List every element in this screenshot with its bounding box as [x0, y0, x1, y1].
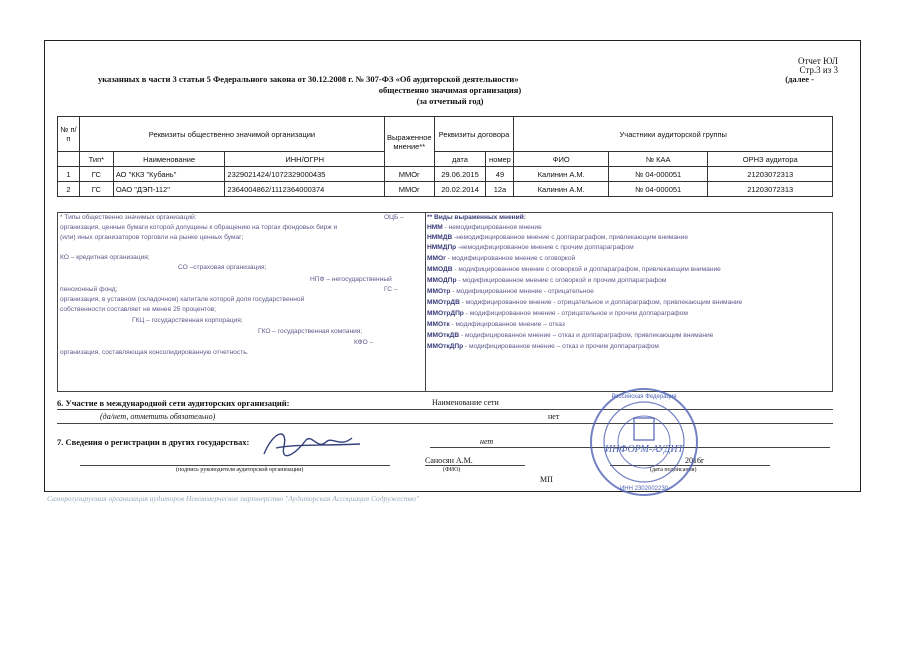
- col-opinion-header: Выраженное мнение**: [384, 117, 434, 167]
- title-line-2: общественно значимая организация): [378, 85, 522, 95]
- opinion-line: ММОДВ - модифицированное мнение с оговоркой и доппараграфом, привлекающим внимание: [427, 266, 721, 273]
- section-6-column: Наименование сети: [432, 398, 499, 407]
- note-line: СО –страховая организация;: [178, 264, 267, 271]
- col-group-header: Участники аудиторской группы: [514, 117, 833, 152]
- opinion-line: НММДПр -немодифицированное мнение с прочим доппараграфом: [427, 244, 634, 251]
- cell-opinion: ММОг: [384, 167, 434, 182]
- footer-sro: Саморегулируемая организация аудиторов Некоммерческое партнерство "Аудиторская Ассоциация Содружество": [47, 494, 420, 503]
- report-header: [798, 57, 838, 75]
- section-7-value: нет: [480, 437, 494, 446]
- caption-date: (дата подписания): [650, 467, 697, 473]
- cell-number: 12а: [486, 182, 514, 197]
- cell-kaa: № 04-000051: [609, 167, 708, 182]
- opinion-line: ММОтрДПр - модифицированное мнение - отрицательное и прочим доппараграфом: [427, 310, 688, 317]
- notes-box: [57, 212, 833, 392]
- cell-fio: Калинин А.М.: [514, 182, 609, 197]
- cell-inn: 2329021424/1072329000435: [225, 167, 385, 182]
- note-line: организация, ценные бумаги которой допущены к обращению на торгах фондовых бирж и: [60, 224, 338, 231]
- col-inn-header: ИНН/ОГРН: [225, 152, 385, 167]
- opinion-line: ММОг - модифицированное мнение с оговоркой: [427, 255, 576, 262]
- col-name-header: Наименование: [113, 152, 225, 167]
- section-6-title: 6. Участие в международной сети аудиторских организаций:: [57, 398, 290, 408]
- col-number-header: номер: [486, 152, 514, 167]
- col-type-header: Тип*: [79, 152, 113, 167]
- cell-number: 49: [486, 167, 514, 182]
- note-line: НПФ – негосударственный: [310, 276, 392, 283]
- col-fio-header: ФИО: [514, 152, 609, 167]
- company-seal-stamp: [588, 386, 700, 498]
- report-label: Отчет ЮЛ: [797, 56, 838, 66]
- opinion-line: ММОтк - модифицированное мнение – отказ: [427, 321, 565, 328]
- cell-opinion: ММОг: [384, 182, 434, 197]
- cell-type: ГС: [79, 167, 113, 182]
- opinion-line: ММОтрДВ - модифицированное мнение - отрицательное и доппараграфом, привлекающим внимание: [427, 299, 743, 306]
- stamp-inn-text: ИНН 2302002230: [619, 486, 669, 492]
- stamp-outer-text: Российская Федерация: [611, 394, 677, 400]
- note-line: организация, составляющая консолидированную отчетность.: [60, 349, 249, 356]
- opinion-line: ММОтр - модифицированное мнение - отрицательное: [427, 288, 594, 295]
- seal-place: МП: [540, 475, 553, 484]
- cell-type: ГС: [79, 182, 113, 197]
- title-line-1b: (далее -: [785, 74, 814, 84]
- note-line: * Типы общественно значимых организаций:: [60, 214, 197, 221]
- opinion-line: ММОткДПр - модифицированное мнение – отказ и прочим доппараграфом: [427, 343, 659, 350]
- opinion-line: ММОткДВ - модифицированное мнение – отказ и доппараграфом, привлекающим внимание: [427, 332, 714, 339]
- note-line: ОЦБ –: [384, 214, 404, 221]
- section-6-hint: (да/нет, отметить обязательно): [100, 412, 216, 421]
- opinion-line: НММДВ -немодифицированное мнение с доппараграфом, привлекающим внимание: [427, 234, 688, 241]
- opinion-line: НММ - немодифицированное мнение: [427, 224, 542, 231]
- divider: [57, 409, 833, 410]
- note-line: (или) иных организаторов торговли на рынке ценных бумаг;: [60, 234, 244, 241]
- col-date-header: дата: [434, 152, 486, 167]
- opinion-types-notes: [427, 213, 832, 391]
- note-line: ГС –: [384, 286, 398, 293]
- note-line: организация, в уставном (складочном) капитале которой доля государственной: [60, 296, 305, 303]
- organizations-table: [57, 116, 833, 197]
- note-line: КО – кредитная организация;: [60, 254, 150, 261]
- note-line: ГКО – государственная компания;: [258, 328, 363, 335]
- note-line: КФО –: [354, 339, 374, 346]
- cell-date: 20.02.2014: [434, 182, 486, 197]
- note-line: ГКЦ – государственная корпорация;: [132, 317, 243, 324]
- signer-name: Саносян А.М.: [425, 456, 473, 465]
- cell-date: 29.06.2015: [434, 167, 486, 182]
- cell-ornz: 21203072313: [708, 182, 833, 197]
- handwritten-signature: [256, 424, 366, 464]
- title-line-1: указанных в части 3 статьи 5 Федерального закона от 30.12.2008 г. № 307-ФЗ «Об аудиторской деятельности»: [98, 74, 519, 84]
- table-row: [58, 167, 833, 182]
- title-line-3: (за отчетный год): [416, 96, 484, 106]
- name-line: [425, 465, 525, 466]
- cell-num: 2: [58, 182, 80, 197]
- section-7-title: 7. Сведения о регистрации в других государствах:: [57, 437, 250, 447]
- col-kaa-header: № КАА: [609, 152, 708, 167]
- cell-inn: 2364004862/1112364000374: [225, 182, 385, 197]
- cell-kaa: № 04-000051: [609, 182, 708, 197]
- caption-signature: (подпись руководителя аудиторской организации): [176, 467, 304, 473]
- opinion-line: ** Виды выраженных мнений:: [427, 214, 526, 221]
- section-6-value: нет: [548, 412, 560, 421]
- note-line: пенсионный фонд;: [60, 286, 118, 293]
- caption-fio: (ФИО): [443, 467, 461, 473]
- opinion-line: ММОДПр - модифицированное мнение с оговоркой и прочим доппараграфом: [427, 277, 667, 284]
- stamp-mid-text: ИНФОРМ-АУДИТ: [604, 444, 684, 455]
- col-contract-header: Реквизиты договора: [434, 117, 514, 152]
- cell-ornz: 21203072313: [708, 167, 833, 182]
- page-label: Стр.3 из 3: [799, 65, 838, 75]
- cell-name: АО "ККЗ "Кубань": [113, 167, 225, 182]
- cell-fio: Калинин А.М.: [514, 167, 609, 182]
- cell-name: ОАО "ДЭП-112": [113, 182, 225, 197]
- note-line: собственности составляет не менее 25 процентов;: [60, 306, 217, 313]
- org-types-notes: [58, 213, 426, 391]
- col-num-header: № п/п: [58, 117, 80, 152]
- signature-line: [80, 465, 390, 466]
- divider: [57, 423, 833, 424]
- col-req-header: Реквизиты общественно значимой организации: [79, 117, 384, 152]
- col-ornz-header: ОРНЗ аудитора: [708, 152, 833, 167]
- cell-num: 1: [58, 167, 80, 182]
- table-row: [58, 182, 833, 197]
- sign-date: 2016г: [685, 456, 705, 465]
